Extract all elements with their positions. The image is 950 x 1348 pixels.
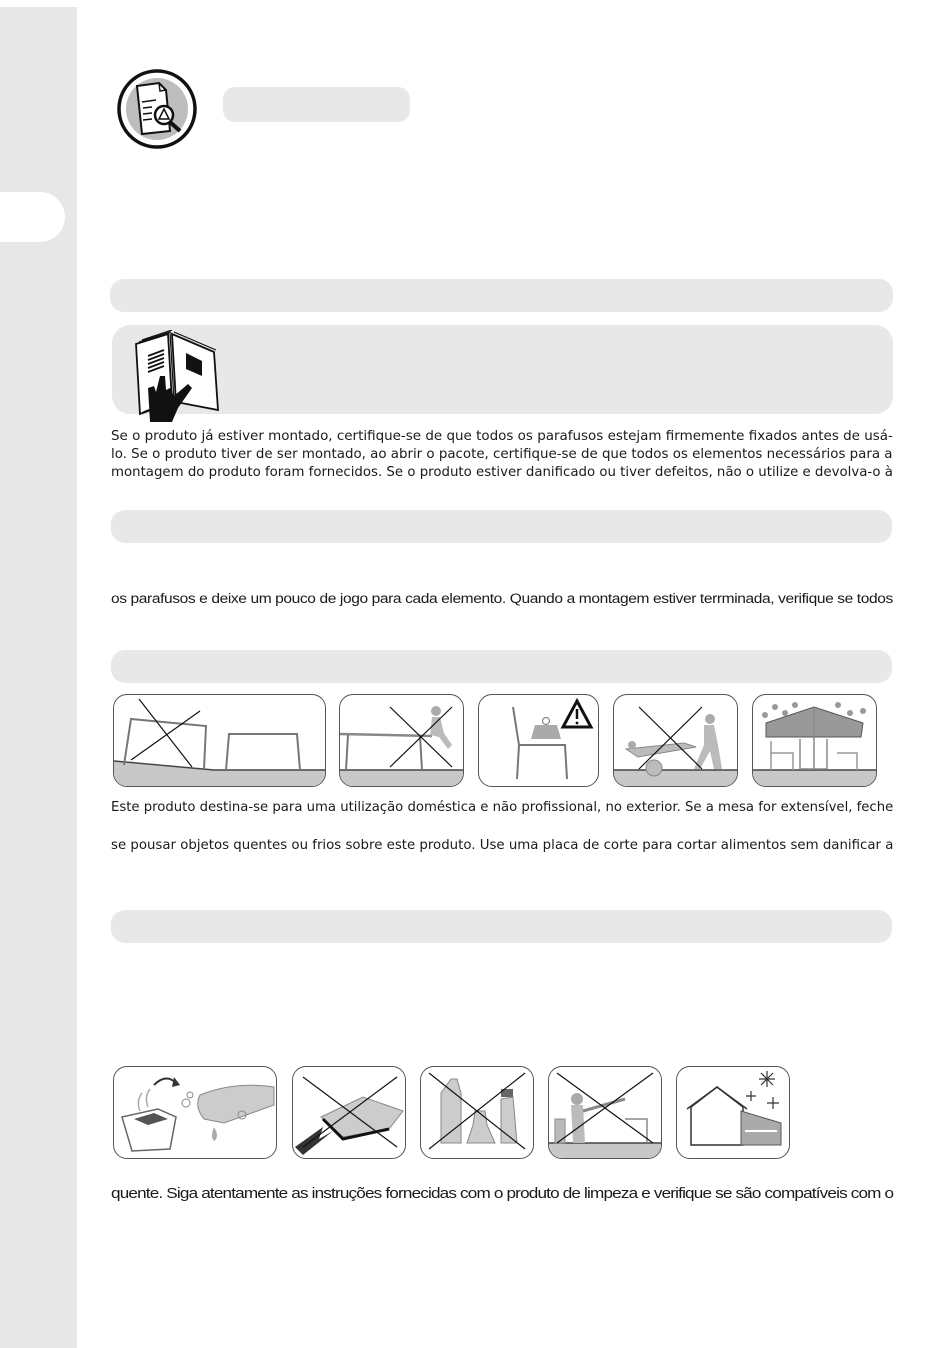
usage-paragraph-line-2: se pousar objetos quentes ou frios sobre este produto. Use uma placa de corte para cortar alimentos sem danificar a — [111, 838, 894, 853]
assembly-paragraph-line-2: lo. Se o produto tiver de ser montado, ao abrir o pacote, certifique-se de que todos os elementos necessários para a — [111, 447, 893, 462]
usage-paragraph-line-1: Este produto destina-se para uma utilização doméstica e não profissional, no exterior. Se a mesa for extensível, feche — [111, 800, 894, 815]
assembly-paragraph-line-1: Se o produto já estiver montado, certifique-se de que todos os parafusos estejam firmemente fixados antes de usá- — [111, 429, 893, 444]
no-dragging-icon — [613, 694, 738, 787]
assembly-paragraph-line-3: montagem do produto foram fornecidos. Se o produto estiver danificado ou tiver defeitos, não o utilize e devolva-o à — [111, 465, 893, 480]
no-slope-icon — [113, 694, 326, 787]
no-pressure-washer-icon — [548, 1066, 662, 1159]
chapter-tab — [0, 192, 65, 242]
read-manual-icon — [128, 330, 223, 425]
winter-storage-icon — [676, 1066, 790, 1159]
section-header-band — [111, 910, 892, 943]
care-paragraph-line: quente. Siga atentamente as instruções fornecidas com o produto de limpeza e verifique se são compatíveis com o — [111, 1186, 894, 1202]
no-chemicals-icon — [420, 1066, 534, 1159]
no-abrasive-sponge-icon — [292, 1066, 406, 1159]
section-header-band — [111, 510, 892, 543]
no-sitting-on-table-icon — [339, 694, 464, 787]
title-band — [223, 87, 410, 122]
section-header-band — [110, 279, 893, 312]
mounting-paragraph-line: os parafusos e deixe um pouco de jogo para cada elemento. Quando a montagem estiver terrminada, verifique se todos — [111, 591, 893, 607]
manual-notice-band — [112, 325, 893, 414]
rain-umbrella-icon — [752, 694, 877, 787]
section-header-band — [111, 650, 892, 683]
document-inspection-icon — [112, 68, 202, 150]
heavy-load-warning-icon — [478, 694, 599, 787]
wash-with-soapy-water-icon — [113, 1066, 277, 1159]
